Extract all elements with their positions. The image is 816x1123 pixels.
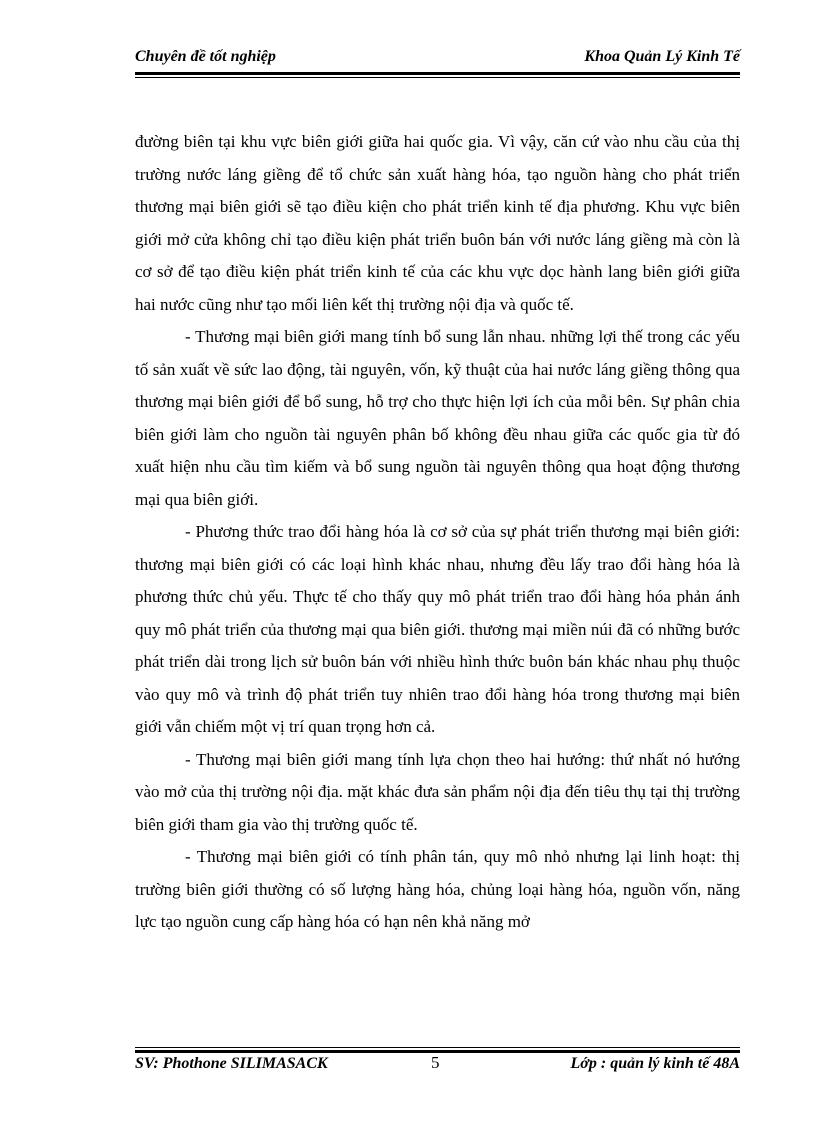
footer-divider-thin [135,1047,740,1048]
paragraph-selectivity: - Thương mại biên giới mang tính lựa chọn theo hai hướng: thứ nhất nó hướng vào mở của thị trường nội địa. mặt khác đưa sản phẩm nội địa đến tiêu thụ tại thị trường biên giới tham gia vào thị trường quốc tế. [135,749,740,834]
header-divider-thin [135,77,740,78]
page-header [135,48,740,70]
footer-class: Lớp : quản lý kinh tế 48A [570,1055,740,1072]
header-faculty: Khoa Quản Lý Kinh Tế [584,48,740,65]
paragraph-continuation: đường biên tại khu vực biên giới giữa hai quốc gia. Vì vậy, căn cứ vào nhu cầu của thị trường nước láng giềng để tổ chức sản xuất hàng hóa, tạo nguồn hàng cho phát triển thương mại biên giới sẽ tạo điều kiện cho phát triển kinh tế địa phương. Khu vực biên giới mở cửa không chỉ tạo điều kiện phát triển buôn bán với nước láng giềng mà còn là cơ sở để tạo điều kiện phát triển kinh tế của các khu vực dọc hành lang biên giới giữa hai nước cũng như tạo mối liên kết thị trường nội địa và quốc tế. [135,132,740,314]
document-body [135,126,740,939]
page-number: 5 [431,1053,440,1072]
header-document-type: Chuyên đề tốt nghiệp [135,48,276,65]
paragraph-complementarity: - Thương mại biên giới mang tính bổ sung lẫn nhau. những lợi thế trong các yếu tố sản xuất về sức lao động, tài nguyên, vốn, kỹ thuật của hai nước láng giềng thông qua thương mại biên giới để bổ sung, hỗ trợ cho thực hiện lợi ích của mỗi bên. Sự phân chia biên giới làm cho nguồn tài nguyên phân bố không đều nhau giữa các quốc gia từ đó xuất hiện nhu cầu tìm kiếm và bổ sung nguồn tài nguyên thông qua hoạt động thương mại qua biên giới. [135,327,740,509]
header-divider-thick [135,72,740,75]
paragraph-goods-exchange: - Phương thức trao đổi hàng hóa là cơ sở của sự phát triển thương mại biên giới: thương mại biên giới có các loại hình khác nhau, nhưng đều lấy trao đổi hàng hóa là phương thức chủ yếu. Thực tế cho thấy quy mô phát triển trao đổi hàng hóa phản ánh quy mô phát triển của thương mại qua biên giới. thương mại miền núi đã có những bước phát triển dài trong lịch sử buôn bán với nhiều hình thức buôn bán khác nhau phụ thuộc vào quy mô và trình độ phát triển tuy nhiên trao đổi hàng hóa trong thương mại biên giới vẫn chiếm một vị trí quan trọng hơn cả. [135,522,740,736]
paragraph-dispersion: - Thương mại biên giới có tính phân tán, quy mô nhỏ nhưng lại linh hoạt: thị trường biên giới thường có số lượng hàng hóa, chủng loại hàng hóa, nguồn vốn, năng lực tạo nguồn cung cấp hàng hóa có hạn nên khả năng mở [135,847,740,931]
footer-student-name: SV: Phothone SILIMASACK [135,1055,328,1072]
page-footer [135,1055,740,1079]
